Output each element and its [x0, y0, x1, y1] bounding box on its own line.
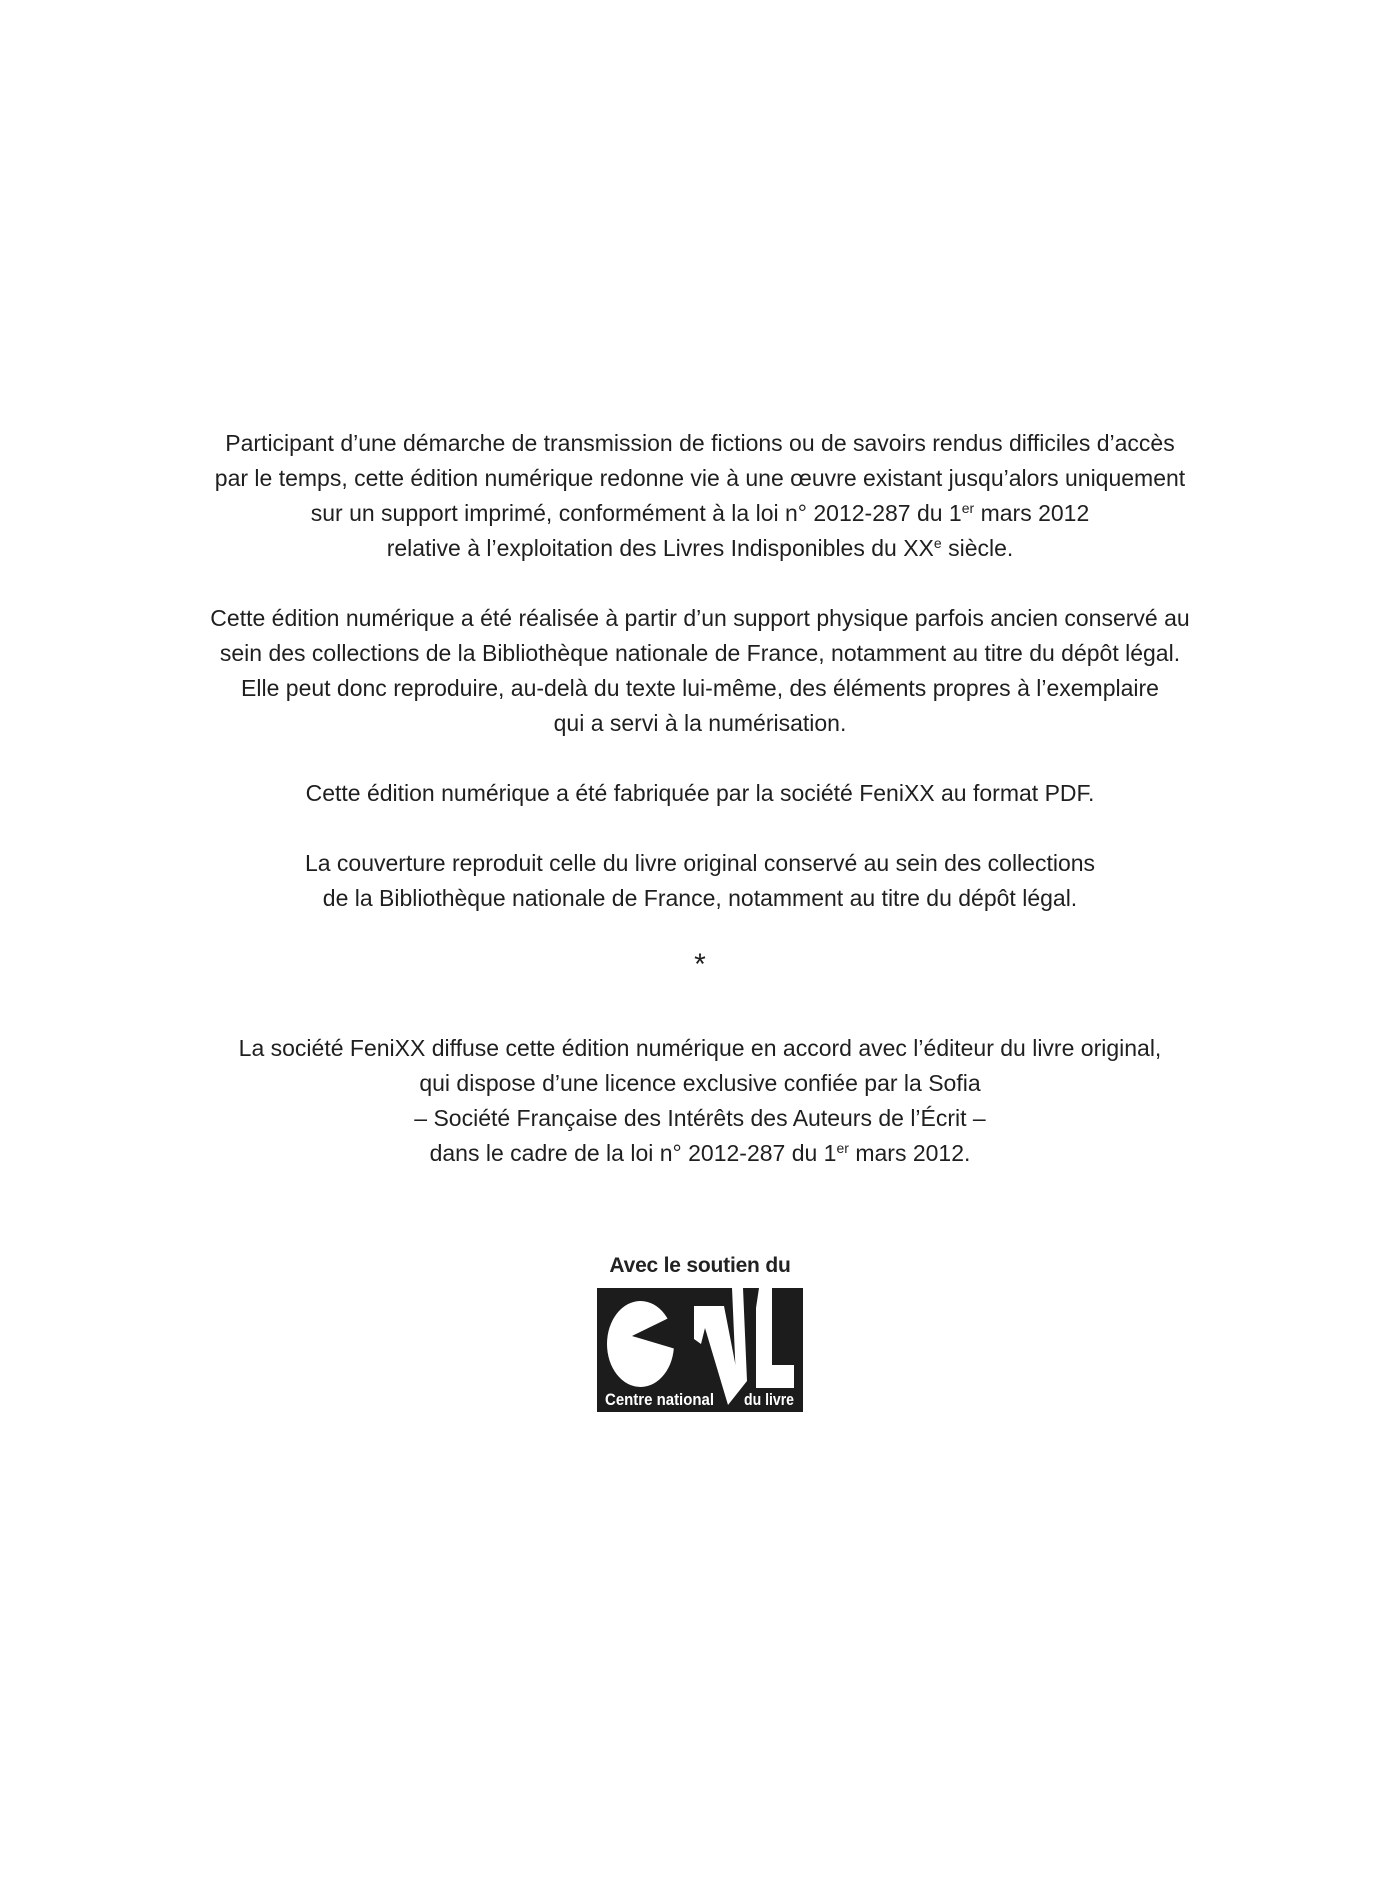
text-line: La société FeniXX diffuse cette édition numérique en accord avec l’éditeur du livre original,	[238, 1035, 1162, 1061]
cnl-caption-left: Centre national	[605, 1390, 714, 1409]
text-line: qui a servi à la numérisation.	[553, 710, 847, 736]
superscript: er	[961, 500, 975, 516]
cnl-logo	[597, 1288, 803, 1412]
text-line: relative à l’exploitation des Livres Indisponibles du XXe siècle.	[386, 535, 1014, 561]
logo-lead-in: Avec le soutien du	[609, 1254, 791, 1277]
asterisk-separator	[0, 947, 1400, 982]
text-line: Elle peut donc reproduire, au-delà du texte lui-même, des éléments propres à l’exemplaire	[241, 675, 1159, 701]
text-line: *	[694, 948, 706, 981]
superscript: e	[933, 535, 942, 551]
cover-notice	[0, 846, 1400, 916]
text-line: de la Bibliothèque nationale de France, notamment au titre du dépôt légal.	[322, 885, 1078, 911]
text-line: dans le cadre de la loi n° 2012-287 du 1er mars 2012.	[429, 1140, 971, 1166]
text-line: – Société Française des Intérêts des Auteurs de l’Écrit –	[414, 1105, 986, 1131]
text-line: Participant d’une démarche de transmission de fictions ou de savoirs rendus difficiles d’accès	[225, 430, 1175, 456]
cnl-support-block	[0, 1253, 1400, 1417]
superscript: er	[836, 1140, 849, 1156]
diffusion-notice	[0, 1031, 1400, 1171]
fabrication-notice	[0, 776, 1400, 811]
text-line: Cette édition numérique a été fabriquée par la société FeniXX au format PDF.	[305, 780, 1095, 806]
text-line: sein des collections de la Bibliothèque nationale de France, notamment au titre du dépôt légal.	[219, 640, 1181, 666]
cnl-caption-right: du livre	[744, 1390, 794, 1409]
source-notice	[0, 601, 1400, 741]
text-line: par le temps, cette édition numérique redonne vie à une œuvre existant jusqu’alors uniquement	[214, 465, 1186, 491]
text-line: qui dispose d’une licence exclusive confiée par la Sofia	[419, 1070, 981, 1096]
text-line: sur un support imprimé, conformément à la loi n° 2012-287 du 1er mars 2012	[310, 500, 1090, 526]
transmission-notice	[0, 426, 1400, 566]
text-line: La couverture reproduit celle du livre original conservé au sein des collections	[304, 850, 1096, 876]
text-line: Cette édition numérique a été réalisée à partir d’un support physique parfois ancien conservé au	[210, 605, 1190, 631]
